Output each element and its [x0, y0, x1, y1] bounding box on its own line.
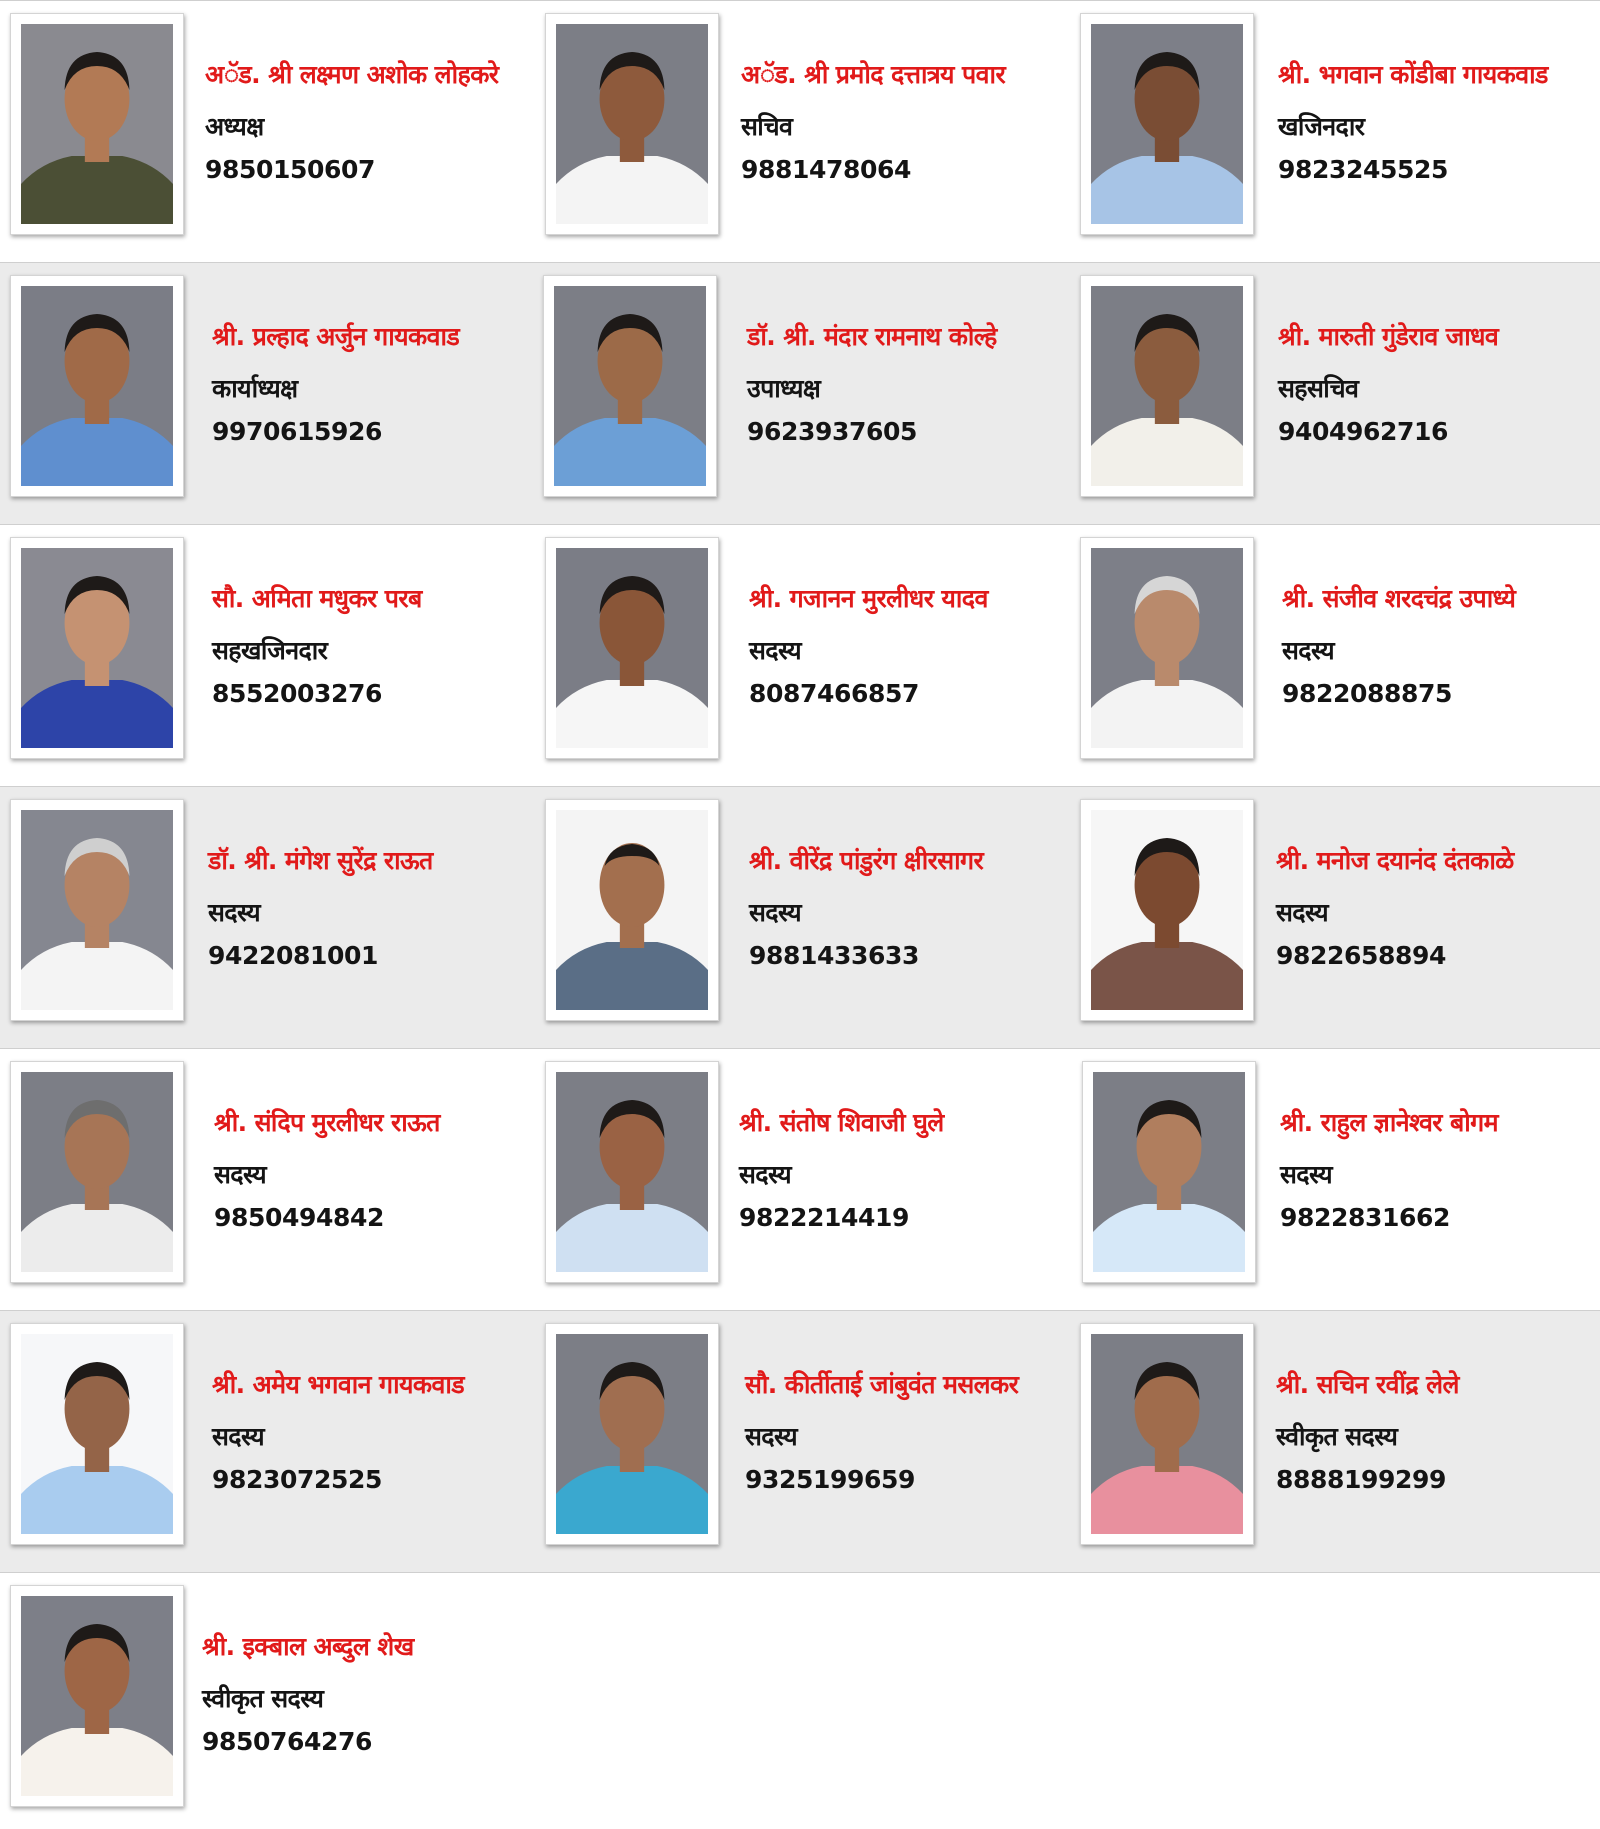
empty-cell — [533, 1573, 1066, 1829]
member-photo — [545, 537, 719, 759]
member-name: श्री. संजीव शरदचंद्र उपाध्ये — [1282, 584, 1516, 613]
member-role: सदस्य — [1280, 1160, 1333, 1189]
member-phone: 9881478064 — [741, 155, 911, 184]
member-phone: 9970615926 — [212, 417, 382, 446]
member-role: स्वीकृत सदस्य — [202, 1684, 324, 1713]
member-role: उपाध्यक्ष — [747, 374, 821, 403]
member-role: अध्यक्ष — [205, 112, 264, 141]
member-phone: 8087466857 — [749, 679, 919, 708]
member-card — [0, 1311, 533, 1572]
member-phone: 8888199299 — [1276, 1465, 1446, 1494]
member-card — [0, 1049, 533, 1310]
member-photo — [10, 1585, 184, 1807]
member-photo — [10, 1323, 184, 1545]
member-card — [0, 525, 533, 786]
member-phone: 9325199659 — [745, 1465, 915, 1494]
member-photo — [1080, 537, 1254, 759]
member-role: कार्याध्यक्ष — [212, 374, 298, 403]
member-photo — [1082, 1061, 1256, 1283]
member-name: डॉ. श्री. मंगेश सुरेंद्र राऊत — [208, 846, 433, 875]
member-phone: 9850764276 — [202, 1727, 372, 1756]
member-role: सदस्य — [208, 898, 261, 927]
member-card — [533, 1049, 1066, 1310]
member-role: स्वीकृत सदस्य — [1276, 1422, 1398, 1451]
member-phone: 9822088875 — [1282, 679, 1452, 708]
members-row — [0, 524, 1600, 786]
member-phone: 9404962716 — [1278, 417, 1448, 446]
member-photo — [543, 275, 717, 497]
member-card — [1066, 787, 1599, 1048]
member-photo — [545, 799, 719, 1021]
member-photo — [1080, 799, 1254, 1021]
member-name: श्री. इक्बाल अब्दुल शेख — [202, 1632, 414, 1661]
member-role: सहसचिव — [1278, 374, 1359, 403]
member-photo — [1080, 1323, 1254, 1545]
member-name: श्री. मनोज दयानंद दंतकाळे — [1276, 846, 1514, 875]
member-card — [533, 1311, 1066, 1572]
member-phone: 9881433633 — [749, 941, 919, 970]
members-row — [0, 1310, 1600, 1572]
members-row — [0, 1572, 1600, 1829]
member-role: सदस्य — [212, 1422, 265, 1451]
members-row — [0, 262, 1600, 524]
member-phone: 9422081001 — [208, 941, 378, 970]
member-phone: 9822214419 — [739, 1203, 909, 1232]
member-phone: 9823245525 — [1278, 155, 1448, 184]
member-name: श्री. वीरेंद्र पांडुरंग क्षीरसागर — [749, 846, 984, 875]
member-name: श्री. भगवान कोंडीबा गायकवाड — [1278, 60, 1548, 89]
member-card — [1066, 1049, 1599, 1310]
member-role: सदस्य — [1276, 898, 1329, 927]
member-name: श्री. राहुल ज्ञानेश्वर बोगम — [1280, 1108, 1499, 1137]
member-name: श्री. प्रल्हाद अर्जुन गायकवाड — [212, 322, 460, 351]
member-phone: 9822658894 — [1276, 941, 1446, 970]
member-photo — [10, 275, 184, 497]
member-phone: 9850494842 — [214, 1203, 384, 1232]
member-role: सदस्य — [739, 1160, 792, 1189]
member-name: श्री. अमेय भगवान गायकवाड — [212, 1370, 465, 1399]
member-role: सदस्य — [749, 636, 802, 665]
member-role: सदस्य — [749, 898, 802, 927]
member-card — [533, 525, 1066, 786]
member-role: सदस्य — [745, 1422, 798, 1451]
empty-cell — [1066, 1573, 1599, 1829]
member-photo — [10, 537, 184, 759]
member-photo — [545, 1061, 719, 1283]
member-role: सदस्य — [1282, 636, 1335, 665]
member-phone: 9850150607 — [205, 155, 375, 184]
member-name: डॉ. श्री. मंदार रामनाथ कोल्हे — [747, 322, 997, 351]
member-role: सहखजिनदार — [212, 636, 328, 665]
member-card — [1066, 1, 1599, 262]
members-row — [0, 786, 1600, 1048]
member-card — [1066, 525, 1599, 786]
member-phone: 8552003276 — [212, 679, 382, 708]
member-name: श्री. सचिन रवींद्र लेले — [1276, 1370, 1459, 1399]
members-row — [0, 1048, 1600, 1310]
member-name: अॅड. श्री प्रमोद दत्तात्रय पवार — [741, 60, 1006, 89]
member-name: श्री. गजानन मुरलीधर यादव — [749, 584, 988, 613]
member-photo — [1080, 13, 1254, 235]
member-card — [0, 787, 533, 1048]
member-card — [1066, 1311, 1599, 1572]
members-row — [0, 0, 1600, 262]
member-card — [0, 1, 533, 262]
member-photo — [10, 799, 184, 1021]
member-role: खजिनदार — [1278, 112, 1365, 141]
member-card — [533, 1, 1066, 262]
member-card — [0, 263, 533, 524]
member-photo — [545, 1323, 719, 1545]
member-name: सौ. कीर्तीताई जांबुवंत मसलकर — [745, 1370, 1019, 1399]
member-phone: 9623937605 — [747, 417, 917, 446]
member-card — [533, 263, 1066, 524]
member-phone: 9823072525 — [212, 1465, 382, 1494]
member-name: श्री. संदिप मुरलीधर राऊत — [214, 1108, 440, 1137]
member-photo — [545, 13, 719, 235]
member-photo — [1080, 275, 1254, 497]
member-name: सौ. अमिता मधुकर परब — [212, 584, 422, 613]
member-name: श्री. संतोष शिवाजी घुले — [739, 1108, 944, 1137]
member-phone: 9822831662 — [1280, 1203, 1450, 1232]
member-photo — [10, 13, 184, 235]
member-card — [1066, 263, 1599, 524]
member-role: सचिव — [741, 112, 793, 141]
member-card — [0, 1573, 533, 1829]
member-role: सदस्य — [214, 1160, 267, 1189]
member-name: अॅड. श्री लक्ष्मण अशोक लोहकरे — [205, 60, 499, 89]
member-photo — [10, 1061, 184, 1283]
member-card — [533, 787, 1066, 1048]
member-name: श्री. मारुती गुंडेराव जाधव — [1278, 322, 1499, 351]
